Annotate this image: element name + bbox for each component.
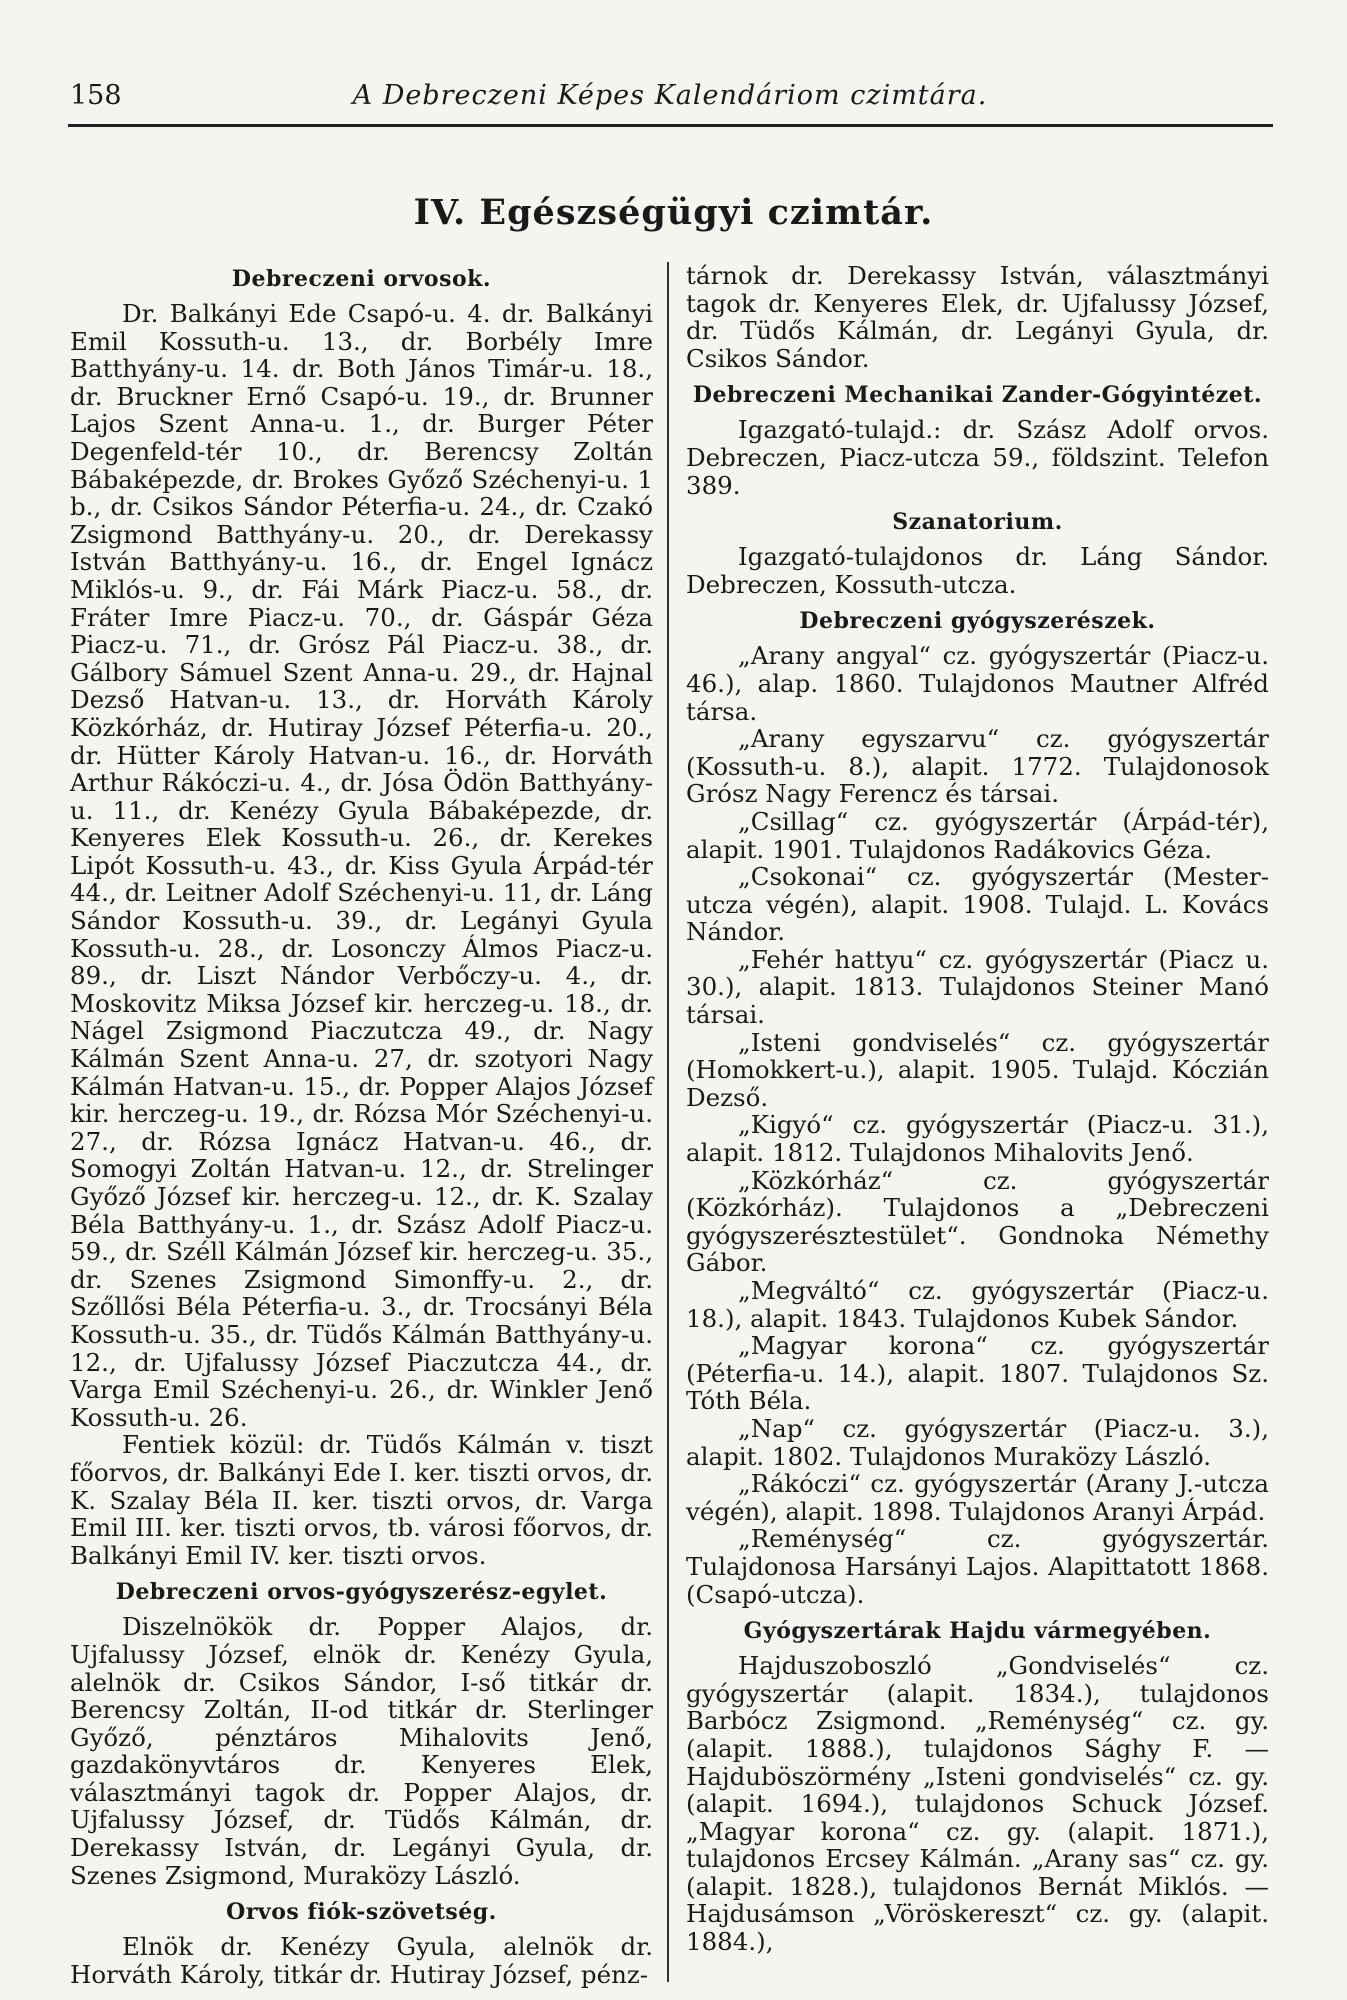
pharmacy-entry: „Kigyó“ cz. gyógyszertár (Piacz-u. 31.), alapit. 1812. Tulajdonos Mihalovits Jenő. [686, 1110, 1269, 1168]
column-divider [667, 262, 669, 1982]
pharmacy-entry: „Fehér hattyu“ cz. gyógyszertár (Piacz u. 30.), alapit. 1813. Tulajdonos Steiner Manó társai. [686, 944, 1269, 1030]
pharmacy-entry: „Reménység“ cz. gyógyszertár. Tulajdonosa Harsányi Lajos. Alapittatott 1868. (Csapó-utcza). [686, 1524, 1269, 1609]
szanatorium-text: Igazgató-tulajdonos dr. Láng Sándor. Debreczen, Kossuth-utcza. [686, 542, 1269, 599]
zander-text: Igazgató-tulajd.: dr. Szász Adolf orvos. Debreczen, Piacz-utcza 59., földszint. Telefon 389. [686, 415, 1269, 500]
left-column [70, 262, 653, 1988]
heading-egylet: Debreczeni orvos-gyógyszerész-egylet. [115, 1579, 608, 1606]
heading-szovetseg: Orvos fiók-szövetség. [226, 1899, 497, 1926]
pharmacy-entry: „Magyar korona“ cz. gyógyszertár (Péterfia-u. 14.), alapit. 1807. Tulajdonos Sz. Tóth Béla. [686, 1331, 1269, 1416]
pharmacy-entry: „Közkórház“ cz. gyógyszertár (Közkórház). Tulajdonos a „Debreczeni gyógyszerésztestület“. Gondnoka Némethy Gábor. [686, 1165, 1269, 1278]
heading-orvosok: Debreczeni orvosok. [231, 266, 492, 292]
orvosok-list: Dr. Balkányi Ede Csapó-u. 4. dr. Balkányi Emil Kossuth-u. 13., dr. Borbély Imre Batthyány-u. 14. dr. Both János Timár-u. 18., dr. Bruckner Ernő Csapó-u. 19., dr. Brunner Lajos Szent Anna-u. 1., dr. Burger Péter Degenfeld-tér 10., dr. Berencsy Zoltán Bábaképezde, dr. Brokes Győző Széchenyi-u. 1 b., dr. Csikos Sándor Péterfia-u. 24., dr. Czakó Zsigmond Batthyány-u. 20., dr. Derekassy István Batthyány-u. 16., dr. Engel Ignácz Miklós-u. 9., dr. Fái Márk Piacz-u. 58., dr. Fráter Imre Piacz-u. 70., dr. Gáspár Géza Piacz-u. 71., dr. Grósz Pál Piacz-u. 38., dr. Gálbory Sámuel Szent Anna-u. 29., dr. Hajnal Dezső Hatvan-u. 13., dr. Horváth Károly Közkórház, dr. Hutiray József Péterfia-u. 20., dr. Hütter Károly Hatvan-u. 16., dr. Horváth Arthur Rákóczi-u. 4., dr. Jósa Ödön Batthyány-u. 11., dr. Kenézy Gyula Bábaképezde, dr. Kenyeres Elek Kossuth-u. 26., dr. Kerekes Lipót Kossuth-u. 43., dr. Kiss Gyula Árpád-tér 44., dr. Leitner Adolf Széchenyi-u. 11, dr. Láng Sándor Kossuth-u. 39., dr. Legányi Gyula Kossuth-u. 28., dr. Losonczy Álmos Piacz-u. 89., dr. Liszt Nándor Verbőczy-u. 4., dr. Moskovitz Miksa József kir. herczeg-u. 18., dr. Nágel Zsigmond Piaczutcza 49., dr. Nagy Kálmán Szent Anna-u. 27, dr. szotyori Nagy Kálmán Hatvan-u. 15., dr. Popper Alajos József kir. herczeg-u. 19., dr. Rózsa Mór Széchenyi-u. 27., dr. Rózsa Ignácz Hatvan-u. 46., dr. Somogyi Zoltán Hatvan-u. 12., dr. Strelinger Győző József kir. herczeg-u. 12., dr. K. Szalay Béla Batthyány-u. 1., dr. Szász Adolf Piacz-u. 59., dr. Széll Kálmán József kir. herczeg-u. 35., dr. Szenes Zsigmond Simonffy-u. 2., dr. Szőllősi Béla Péterfia-u. 3., dr. Trocsányi Béla Kossuth-u. 35., dr. Tüdős Kálmán Batthyány-u. 12., dr. Ujfalussy József Piaczutcza 44., dr. Varga Emil Széchenyi-u. 26., dr. Winkler Jenő Kossuth-u. 26. [70, 299, 653, 1432]
egylet-text: Diszelnökök dr. Popper Alajos, dr. Ujfalussy József, elnök dr. Kenézy Gyula, alelnök dr. Csikos Sándor, I-ső titkár dr. Berencsy Zoltán, II-od titkár dr. Sterlinger Győző, pénztáros Mihalovits Jenő, gazdakönyvtáros dr. Kenyeres Elek, választmányi tagok dr. Popper Alajos, dr. Ujfalussy József, dr. Tüdős Kálmán, dr. Derekassy István, dr. Legányi Gyula, dr. Szenes Zsigmond, Muraközy László. [70, 1612, 653, 1890]
heading-szanatorium: Szanatorium. [892, 509, 1063, 536]
pharmacy-entry: „Megváltó“ cz. gyógyszertár (Piacz-u. 18.), alapit. 1843. Tulajdonos Kubek Sándor. [686, 1276, 1269, 1333]
pharmacy-entry: „Arany egyszarvu“ cz. gyógyszertár (Kossuth-u. 8.), alapit. 1772. Tulajdonosok Grósz Nagy Ferencz és társai. [686, 724, 1269, 809]
pharmacy-entry: „Arany angyal“ cz. gyógyszertár (Piacz-u. 46.), alap. 1860. Tulajdonos Mautner Alfréd társa. [686, 641, 1269, 726]
heading-zander: Debreczeni Mechanikai Zander-Gógyintézet. [692, 382, 1263, 409]
pharmacy-entry: „Isteni gondviselés“ cz. gyógyszertár (Homokkert-u.), alapit. 1905. Tulajd. Kóczián Dezső. [686, 1027, 1269, 1112]
szovetseg-text: Elnök dr. Kenézy Gyula, alelnök dr. Horváth Károly, titkár dr. Hutiray József, pénz- [70, 1932, 653, 1989]
orvosok-officials: Fentiek közül: dr. Tüdős Kálmán v. tiszt főorvos, dr. Balkányi Ede I. ker. tiszti orvos, dr. K. Szalay Béla II. ker. tiszti orvos, dr. Varga Emil III. ker. tiszti orvos, tb. városi főorvos, dr. Balkányi Emil IV. ker. tiszti orvos. [70, 1430, 653, 1570]
running-head [70, 76, 1270, 116]
header-rule [68, 124, 1273, 127]
pharmacy-entry: „Rákóczi“ cz. gyógyszertár (Arany J.-utcza végén), alapit. 1898. Tulajdonos Aranyi Árpád. [686, 1469, 1269, 1526]
heading-hajdu: Gyógyszertárak Hajdu vármegyében. [743, 1618, 1212, 1645]
page-number: 158 [70, 80, 122, 111]
pharmacy-entry: „Nap“ cz. gyógyszertár (Piacz-u. 3.), alapit. 1802. Tulajdonos Muraközy László. [686, 1413, 1269, 1471]
right-column [686, 262, 1269, 1956]
hajdu-text: Hajduszoboszló „Gondviselés“ cz. gyógyszertár (alapit. 1834.), tulajdonos Barbócz Zsigmond. „Reménység“ cz. gy. (alapit. 1888.), tulajdonos Sághy F. — Hajduböszörmény „Isteni gondviselés“ cz. gy. (alapit. 1694.), tulajdonos Schuck József. „Magyar korona“ cz. gy. (alapit. 1871.), tulajdonos Ercsey Kálmán. „Arany sas“ cz. gy. (alapit. 1828.), tulajdonos Bernát Miklós. — Hajdusámson „Vöröskereszt“ cz. gy. (alapit. 1884.), [686, 1651, 1269, 1957]
pharmacy-entry: „Csokonai“ cz. gyógyszertár (Mester-utcza végén), alapit. 1908. Tulajd. L. Kovács Nándor. [686, 862, 1269, 947]
pharmacy-entry: „Csillag“ cz. gyógyszertár (Árpád-tér), alapit. 1901. Tulajdonos Radákovics Géza. [686, 806, 1269, 864]
running-title: A Debreczeni Képes Kalendáriom czimtára. [352, 80, 988, 111]
heading-gyogyszereszek: Debreczeni gyógyszerészek. [799, 608, 1156, 635]
szovetseg-continuation: tárnok dr. Derekassy István, választmányi tagok dr. Kenyeres Elek, dr. Ujfalussy József, dr. Tüdős Kálmán, dr. Legányi Gyula, dr. Csikos Sándor. [686, 261, 1269, 373]
section-title: IV. Egészségügyi czimtár. [413, 192, 934, 233]
